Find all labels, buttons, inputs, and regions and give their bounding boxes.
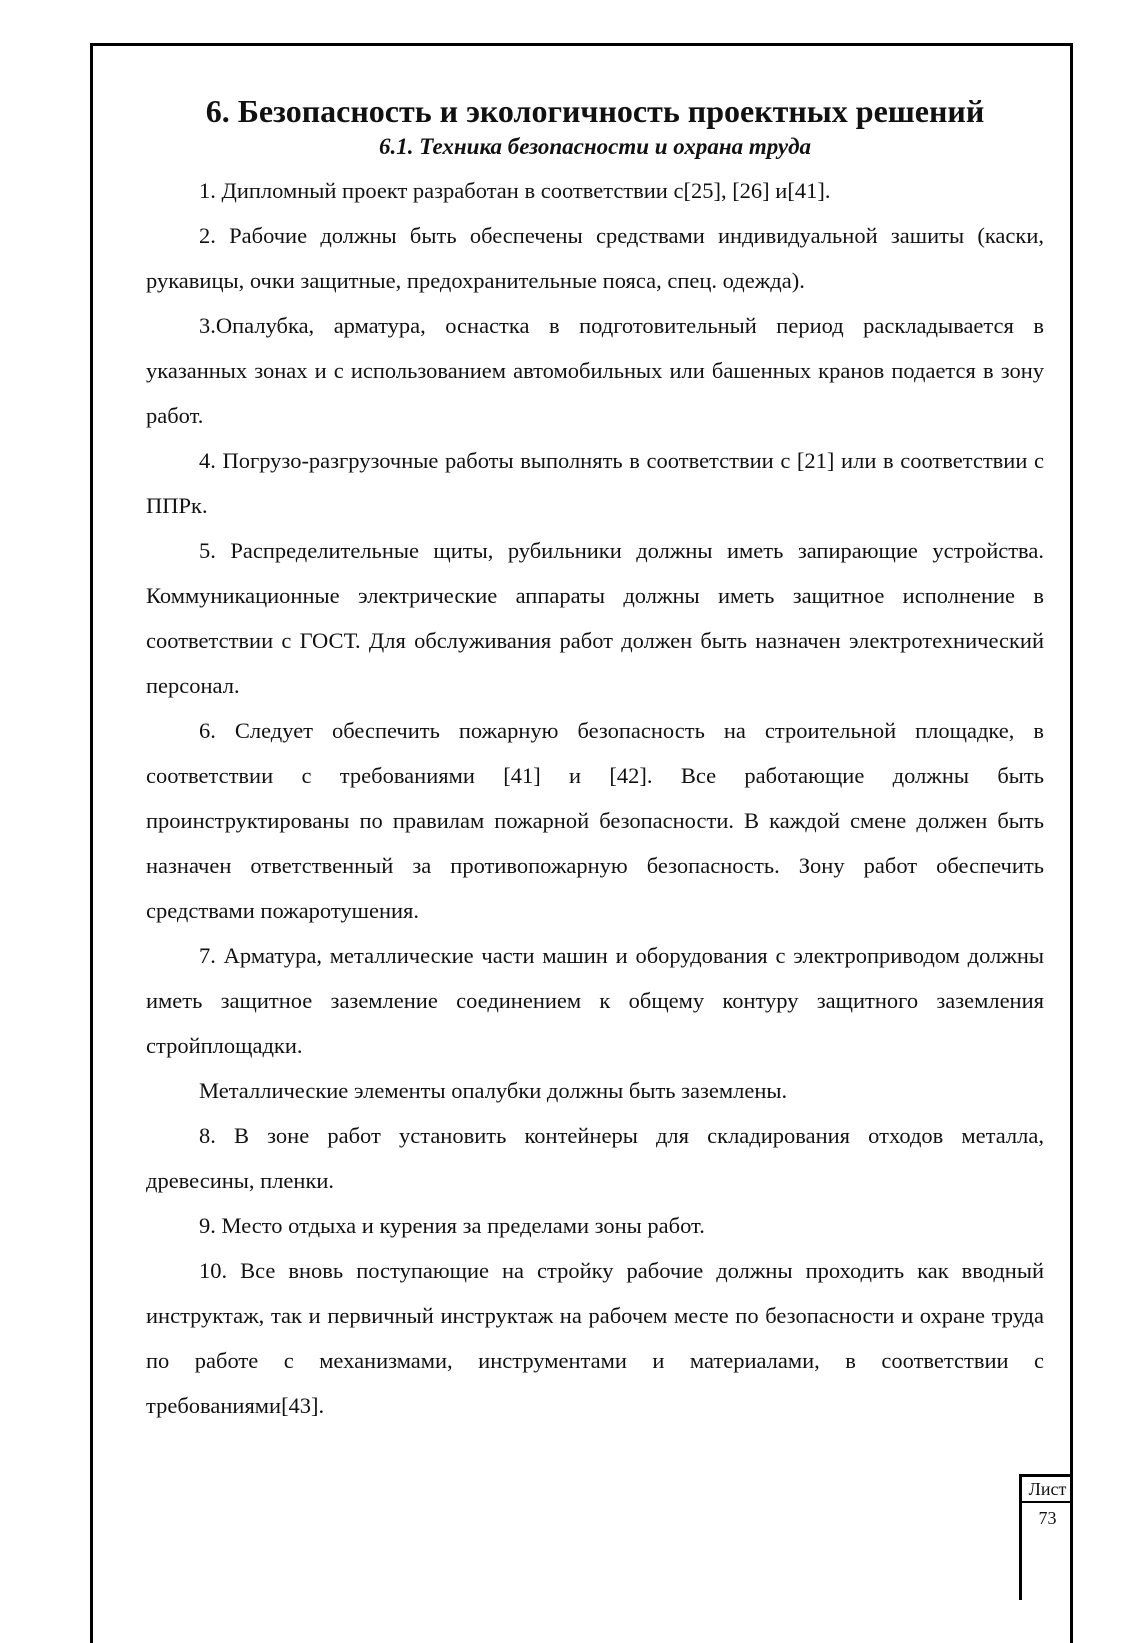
paragraph-9: 9. Место отдыха и курения за пределами зоны работ. [199, 1213, 705, 1238]
section-title: 6. Безопасность и экологичность проектных решений [205, 93, 985, 129]
subsection-title: 6.1. Техника безопасности и охрана труда [379, 134, 811, 159]
document-body [146, 90, 1044, 1428]
paragraph-7: 7. Арматура, металлические части машин и оборудования с электроприводом должны иметь защитное заземление соединением к общему контуру защитного заземления стройплощадки. [146, 943, 1044, 1058]
sheet-label: Лист [1022, 1477, 1073, 1503]
paragraph-6: 6. Следует обеспечить пожарную безопасность на строительной площадке, в соответствии с требованиями [41] и [42]. Все работающие должны быть проинструктированы по правилам пожарной безопасности. В каждой смене должен быть назначен ответственный за противопожарную безопасность. Зону работ обеспечить средствами пожаротушения. [146, 718, 1044, 923]
paragraph-10: 10. Все вновь поступающие на стройку рабочие должны проходить как вводный инструктаж, так и первичный инструктаж на рабочем месте по безопасности и охране труда по работе с механизмами, инструментами и материалами, в соответствии с требованиями[43]. [146, 1258, 1044, 1418]
paragraph-4: 4. Погрузо-разгрузочные работы выполнять в соответствии с [21] или в соответствии с ППРк. [146, 448, 1044, 518]
sheet-number-box [1019, 1474, 1073, 1600]
paragraph-1: 1. Дипломный проект разработан в соответствии с[25], [26] и[41]. [199, 178, 831, 203]
paragraph-8: 8. В зоне работ установить контейнеры для складирования отходов металла, древесины, пленки. [146, 1123, 1044, 1193]
paragraph-2: 2. Рабочие должны быть обеспечены средствами индивидуальной зашиты (каски, рукавицы, очки защитные, предохранительные пояса, спец. одежда). [146, 223, 1044, 293]
sheet-number: 73 [1038, 1508, 1057, 1528]
paragraph-5: 5. Распределительные щиты, рубильники должны иметь запирающие устройства. Коммуникационные электрические аппараты должны иметь защитное исполнение в соответствии с ГОСТ. Для обслуживания работ должен быть назначен электротехнический персонал. [146, 538, 1044, 698]
paragraph-3: 3.Опалубка, арматура, оснастка в подготовительный период раскладывается в указанных зонах и с использованием автомобильных или башенных кранов подается в зону работ. [146, 313, 1044, 428]
paragraph-7-note: Металлические элементы опалубки должны быть заземлены. [199, 1078, 788, 1103]
